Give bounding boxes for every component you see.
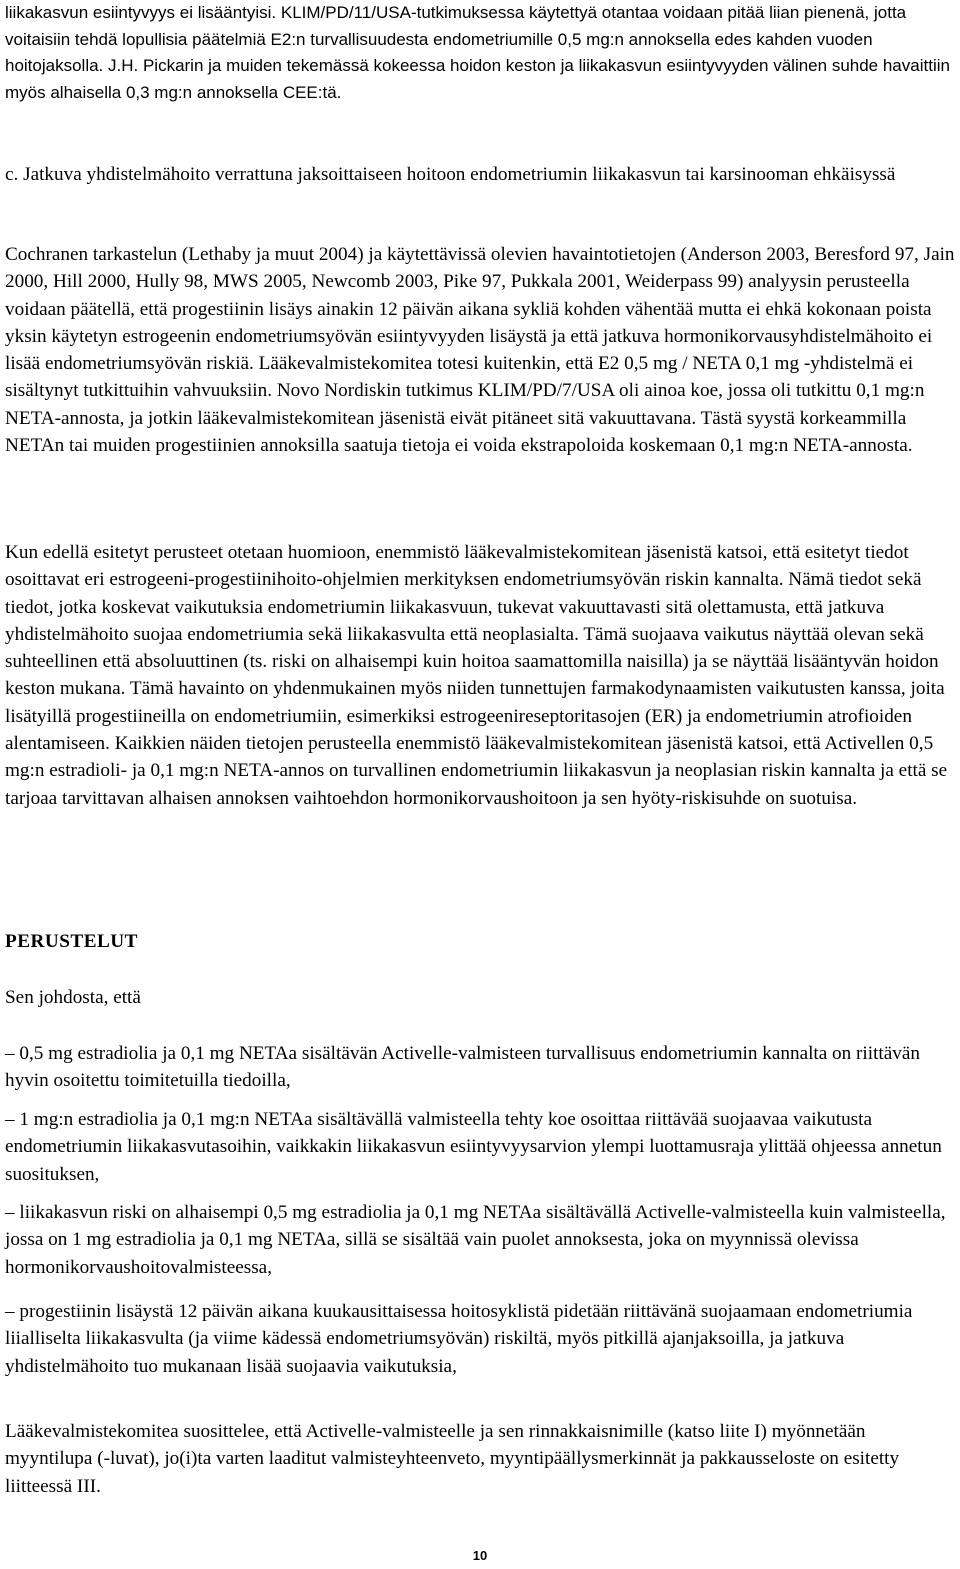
list-item: – 0,5 mg estradiolia ja 0,1 mg NETAa sisältävän Activelle-valmisteen turvallisuus endometriumin kannalta on riittävän hyvin osoitettu toimitetuilla tiedoilla, [5,1043,920,1092]
page-number: 10 [472,1548,488,1563]
list-item: – progestiinin lisäystä 12 päivän aikana kuukausittaisessa hoitosyklistä pidetään riittävänä suojaamaan endometriumia liialliselta liikakasvulta (ja viime kädessä endometriumsyövän) riskiltä, myös pitkillä ajanjaksoilla, ja jatkuva yhdistelmähoito tuo mukanaan lisää suojaavia vaikutuksia, [5,1301,913,1377]
section-c-heading: c. Jatkuva yhdistelmähoito verrattuna jaksoittaiseen hoitoon endometriumin liikakasvun tai karsinooman ehkäisyssä [5,164,896,185]
list-item: – 1 mg:n estradiolia ja 0,1 mg:n NETAa sisältävällä valmisteella tehty koe osoittaa riittävää suojaavaa vaikutusta endometriumin liikakasvutasoihin, vaikkakin liikakasvun esiintyvyysarvion ylempi luottamusraja ylittää ohjeessa annetun suosituksen, [5,1109,942,1185]
section-heading: PERUSTELUT [5,931,138,952]
intro-paragraph: liikakasvun esiintyvyys ei lisääntyisi. KLIM/PD/11/USA-tutkimuksessa käytettyä otantaa voidaan pitää liian pienenä, jotta voitaisiin tehdä lopullisia päätelmiä E2:n turvallisuudesta endometriumille 0,5 mg:n annoksella edes kahden vuoden hoitojaksolla. J.H. Pickarin ja muiden tekemässä kokeessa hoidon keston ja liikakasvun esiintyvyyden välinen suhde havaittiin myös alhaisella 0,3 mg:n annoksella CEE:tä. [5,3,950,102]
conclusion-majority-paragraph: Kun edellä esitetyt perusteet otetaan huomioon, enemmistö lääkevalmistekomitean jäsenistä katsoi, että esitetyt tiedot osoittavat eri estrogeeni-progestiinihoito-ohjelmien merkityksen endometriumsyövän riskin kannalta. Nämä tiedot sekä tiedot, jotka koskevat vaikutuksia endometriumin liikakasvuun, tukevat vakuuttavasti sitä olettamusta, että jatkuva yhdistelmähoito suojaa endometriumia sekä liikakasvulta että neoplasialta. Tämä suojaava vaikutus näyttää olevan sekä suhteellinen että absoluuttinen (ts. riski on alhaisempi kuin hoitoa saamattomilla naisilla) ja se näyttää lisääntyvän hoidon keston mukana. Tämä havainto on yhdenmukainen myös niiden tunnettujen farmakodynaamisten vaikutusten kanssa, joita lisätyillä progestiineilla on endometriumiin, esimerkiksi estrogeenireseptoritasojen (ER) ja endometriumin atrofioiden alentamiseen. Kaikkien näiden tietojen perusteella enemmistö lääkevalmistekomitean jäsenistä katsoi, että Activellen 0,5 mg:n estradioli- ja 0,1 mg:n NETA-annos on turvallinen endometriumin liikakasvun ja neoplasian riskin kannalta ja että se tarjoaa tarvittavan alhaisen annoksen vaihtoehdon hormonikorvaushoitoon ja sen hyöty-riskisuhde on suotuisa. [5,542,948,809]
cochrane-paragraph: Cochranen tarkastelun (Lethaby ja muut 2004) ja käytettävissä olevien havaintotietojen (Anderson 2003, Beresford 97, Jain 2000, Hill 2000, Hully 98, MWS 2005, Newcomb 2003, Pike 97, Pukkala 2001, Weiderpass 99) analyysin perusteella voidaan päätellä, että progestiinin lisäys ainakin 12 päivän aikana sykliä kohden vähentää mutta ei ehkä kokonaan poista yksin käytetyn estrogeenin endometriumsyövän esiintyvyyden lisäystä ja että jatkuva hormonikorvausyhdistelmähoito ei lisää endometriumsyövän riskiä. Lääkevalmistekomitea totesi kuitenkin, että E2 0,5 mg / NETA 0,1 mg -yhdistelmä ei sisältynyt tutkittuihin vahvuuksiin. Novo Nordiskin tutkimus KLIM/PD/7/USA oli ainoa koe, jossa oli tutkittu 0,1 mg:n NETA-annosta, ja jotkin lääkevalmistekomitean jäsenistä eivät pitäneet sitä vakuuttavana. Tästä syystä korkeammilla NETAn tai muiden progestiinien annoksilla saatuja tietoja ei voida ekstrapoloida koskemaan 0,1 mg:n NETA-annosta. [5,244,955,457]
intro-line: Sen johdosta, että [5,987,141,1008]
recommendation-paragraph: Lääkevalmistekomitea suosittelee, että Activelle-valmisteelle ja sen rinnakkaisnimille (katso liite I) myönnetään myyntilupa (-luvat), jo(i)ta varten laaditut valmisteyhteenveto, myyntipäällysmerkinnät ja pakkausseloste on esitetty liitteessä III. [5,1421,900,1497]
list-item: – liikakasvun riski on alhaisempi 0,5 mg estradiolia ja 0,1 mg NETAa sisältävällä Activelle-valmisteella kuin valmisteella, jossa on 1 mg estradiolia ja 0,1 mg NETAa, sillä se sisältää vain puolet annoksesta, joka on myynnissä olevissa hormonikorvaushoitovalmisteessa, [5,1202,946,1278]
